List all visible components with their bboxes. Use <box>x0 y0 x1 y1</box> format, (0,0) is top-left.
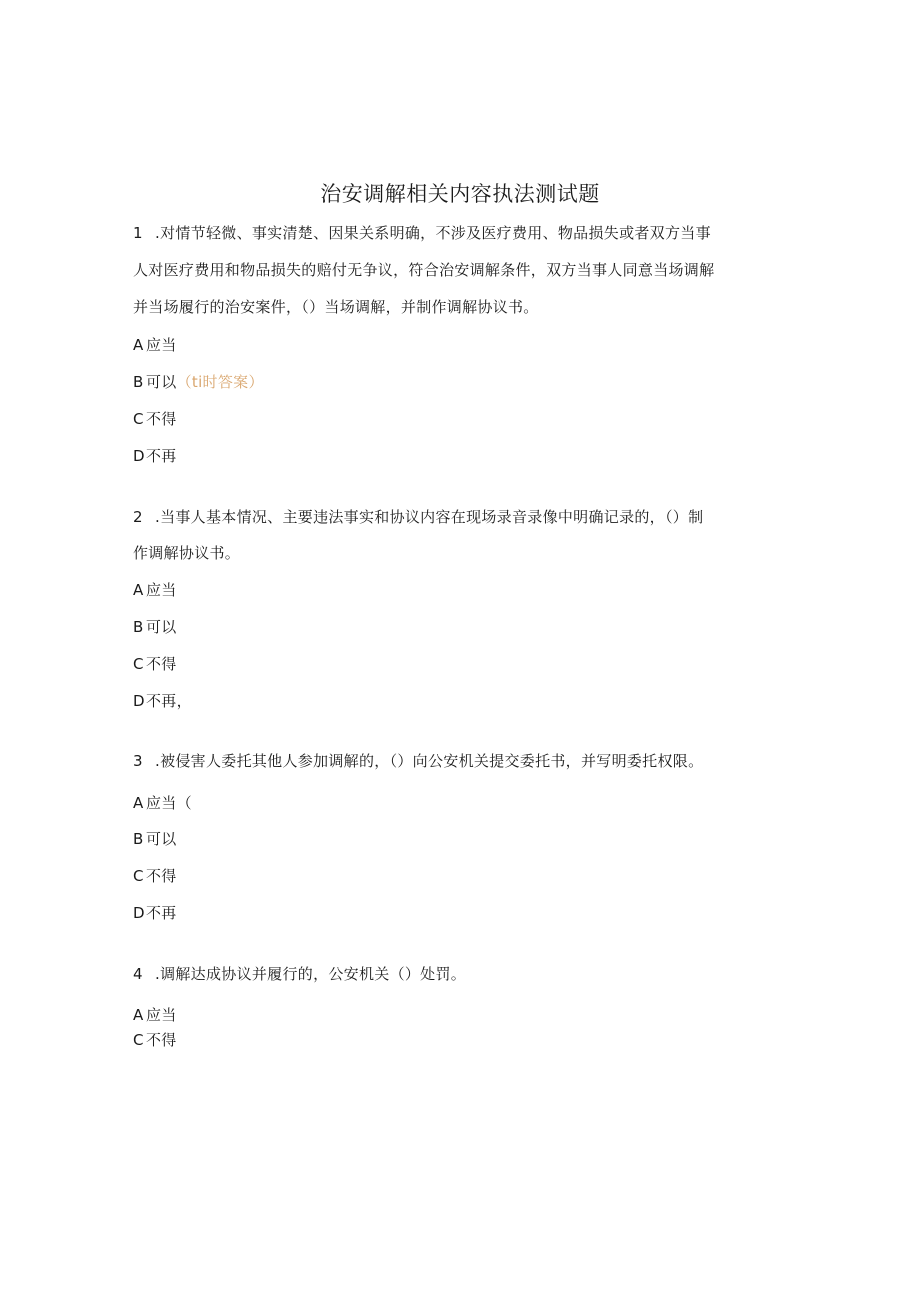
question-2-line-2: 作调解协议书。 <box>133 544 241 562</box>
question-number: 1 <box>133 224 143 242</box>
option-text: 可以 <box>146 618 177 636</box>
question-1-option-a <box>133 334 177 356</box>
question-number: 4 <box>133 965 143 983</box>
option-text: 应当 <box>146 581 177 599</box>
option-letter: A <box>133 336 144 354</box>
option-text: 不再 <box>146 904 177 922</box>
option-letter: B <box>133 830 144 848</box>
question-1-line-2: 人对医疗费用和物品损失的赔付无争议，符合治安调解条件，双方当事人同意当场调解 <box>133 261 715 279</box>
question-1-option-b <box>133 371 264 393</box>
option-letter: D <box>133 904 145 922</box>
question-3-line-1 <box>133 750 703 772</box>
question-4-option-a <box>133 1004 177 1026</box>
question-text: .对情节轻微、事实清楚、因果关系明确，不涉及医疗费用、物品损失或者双方当事 <box>155 224 711 242</box>
option-text: 可以 <box>146 830 177 848</box>
option-text: 不得 <box>146 1031 177 1049</box>
question-3-option-b <box>133 828 177 850</box>
page-title: 治安调解相关内容执法测试题 <box>320 182 600 206</box>
option-letter: A <box>133 1006 144 1024</box>
option-text: 不得 <box>146 655 177 673</box>
question-text: .调解达成协议并履行的，公安机关（）处罚。 <box>155 965 467 983</box>
question-1-line-3: 并当场履行的治安案件，（）当场调解，并制作调解协议书。 <box>133 298 539 316</box>
option-letter: A <box>133 794 144 812</box>
option-text: 应当 <box>146 1006 177 1024</box>
option-letter: B <box>133 373 144 391</box>
question-3-option-d <box>133 902 177 924</box>
question-number: 3 <box>133 752 143 770</box>
question-2-option-b <box>133 616 177 638</box>
option-text: 应当（ <box>146 794 192 812</box>
question-4-option-c <box>133 1029 177 1051</box>
question-text: .当事人基本情况、主要违法事实和协议内容在现场录音录像中明确记录的，（）制 <box>155 508 704 526</box>
option-letter: D <box>133 692 145 710</box>
option-letter: C <box>133 410 144 428</box>
option-letter: C <box>133 1031 144 1049</box>
option-letter: C <box>133 867 144 885</box>
question-4-line-1 <box>133 963 466 985</box>
option-letter: D <box>133 447 145 465</box>
question-3-option-a <box>133 792 192 814</box>
option-text: 应当 <box>146 336 177 354</box>
question-3-option-c <box>133 865 177 887</box>
question-2-option-c <box>133 653 177 675</box>
question-2-option-d <box>133 690 192 712</box>
option-letter: C <box>133 655 144 673</box>
option-letter: A <box>133 581 144 599</box>
answer-hint: （ti时答案） <box>176 373 264 391</box>
question-2-option-a <box>133 579 177 601</box>
question-1-option-c <box>133 408 177 430</box>
question-1-option-d <box>133 445 177 467</box>
question-number: 2 <box>133 508 143 526</box>
option-text: 不再， <box>146 692 192 710</box>
option-text: 可以 <box>146 373 177 391</box>
option-text: 不得 <box>146 410 177 428</box>
option-text: 不得 <box>146 867 177 885</box>
option-text: 不再 <box>146 447 177 465</box>
question-2-line-1 <box>133 506 703 528</box>
option-letter: B <box>133 618 144 636</box>
question-1-line-1 <box>133 222 711 244</box>
question-text: .被侵害人委托其他人参加调解的，（）向公安机关提交委托书，并写明委托权限。 <box>155 752 704 770</box>
